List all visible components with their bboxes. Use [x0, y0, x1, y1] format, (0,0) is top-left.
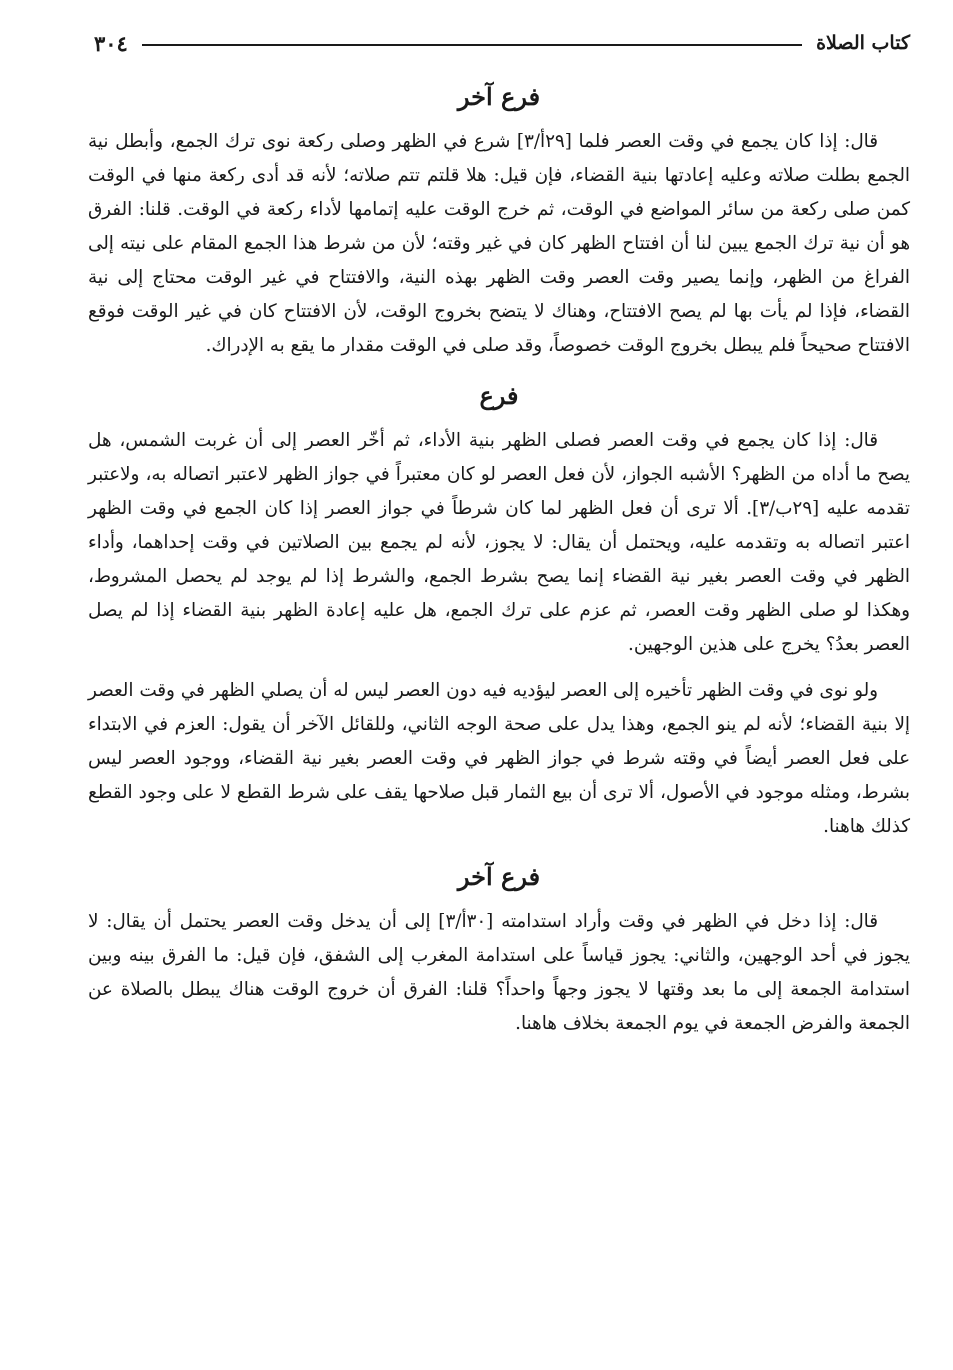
section-title: فرع آخر [457, 862, 541, 891]
page-number: ٣٠٤ [94, 30, 128, 56]
header-rule [142, 44, 802, 46]
paragraph: قال: إذا دخل في الظهر في وقت وأراد استدامته [٣٠أ/٣] إلى أن يدخل وقت العصر يحتمل أن يقال: لا يجوز في أحد الوجهين، والثاني: يجوز قياساً على استدامة المغرب إلى الشفق، فإن قيل: ما الفرق بينه وبين استدامة الجمعة إلى ما بعد وقتها لا يجوز وجهاً واحداً؟ قلنا: الفرق أن خروج الوقت هناك يبطل بالصلاة عن الجمعة والفرض الجمعة في يوم الجمعة بخلاف هاهنا. [88, 911, 910, 1034]
paragraph: ولو نوى في وقت الظهر تأخيره إلى العصر ليؤديه فيه دون العصر ليس له أن يصلي الظهر في وقت العصر إلا بنية القضاء؛ لأنه لم ينو الجمع، وهذا يدل على صحة الوجه الثاني، وللقائل الآخر أن يقول: العزم في الابتداء على فعل العصر أيضاً في وقته شرط في جواز الظهر في وقت العصر بغير نية القضاء، ووجود العصر ليس بشرط، ومثله موجود في الأصول، ألا ترى أن بيع الثمار قبل صلاحها يقف على شرط القطع لا على وجود القطع كذلك هاهنا. [88, 680, 910, 837]
document-page [88, 26, 910, 1041]
section-title: فرع [479, 381, 519, 410]
paragraph: قال: إذا كان يجمع في وقت العصر فصلى الظهر بنية الأداء، ثم أخّر العصر إلى أن غربت الشمس، هل يصح ما أداه من الظهر؟ الأشبه الجواز، لأن فعل العصر لو كان معتبراً في جواز الظهر لاعتبر اتصاله به، ولاعتبر تقدمه عليه [٢٩ب/٣]. ألا ترى أن فعل الظهر لما كان شرطاً في جواز العصر إذا كان الجمع في وقت الظهر اعتبر اتصاله به وتقدمه عليه، ويحتمل أن يقال: لا يجوز، لأنه لم يجمع بين الصلاتين في وقت إحداهما، وأداء الظهر في وقت العصر بغير نية القضاء إنما يصح بشرط الجمع، والشرط إذا لم يوجد لم يحصل المشروط، وهكذا لو صلى الظهر وقت العصر، ثم عزم على ترك الجمع، هل عليه إعادة الظهر بنية القضاء إذا لم يصل العصر بعدُ؟ يخرج على هذين الوجهين. [88, 430, 911, 655]
paragraph: قال: إذا كان يجمع في وقت العصر فلما [٢٩أ/٣] شرع في الظهر وصلى ركعة نوى ترك الجمع، وأبطل نية الجمع بطلت صلاته وعليه إعادتها بنية القضاء، فإن قيل: هلا قلتم تتم صلاته؛ لأنه قد أدى ركعة منها في الوقت كمن صلى ركعة من سائر المواضع في الوقت، ثم خرج الوقت عليه إتمامها لأداء ركعة في الوقت. قلنا: الفرق هو أن نية ترك الجمع يبين لنا أن افتتاح الظهر كان في غير وقته؛ لأن من شرط هذا الجمع المقام على نيته إلى الفراغ من الظهر، وإنما يصير وقت العصر وقت الظهر بهذه النية، والافتتاح في غير الوقت محتاج إلى نية القضاء، فإذا لم يأت بها لم يصح الافتتاح، وهناك لا يتضح بخروج الوقت، لأن الافتتاح كان في غير الوقت فوقع الافتتاح صحيحاً فلم يبطل بخروج الوقت خصوصاً، وقد صلى في الوقت مقدار ما يقع به الإدراك. [88, 131, 910, 356]
book-title: كتاب الصلاة [816, 32, 910, 54]
page-header [88, 26, 910, 60]
section-title: فرع آخر [457, 82, 541, 111]
